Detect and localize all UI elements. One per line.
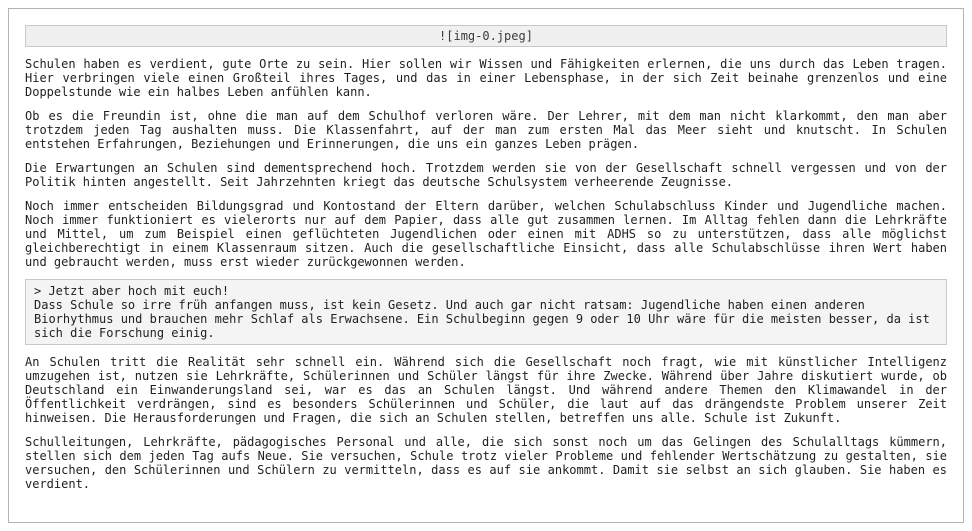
paragraph: Ob es die Freundin ist, ohne die man auf dem Schulhof verloren wäre. Der Lehrer, mit dem man nicht klarkommt, den man aber trotzdem jeden Tag aushalten muss. Die Klassenfahrt, auf der man zum ersten Mal das Meer sieht und knutscht. In Schulen entstehen Erfahrungen, Beziehungen und Erinnerungen, die uns ein ganzes Leben prägen.	[25, 109, 947, 151]
blockquote-heading: > Jetzt aber hoch mit euch!	[34, 284, 230, 298]
paragraph: Schulleitungen, Lehrkräfte, pädagogisches Personal und alle, die sich sonst noch um das Gelingen des Schulalltags kümmern, stellen sich dem jeden Tag aufs Neue. Sie versuchen, Schule trotz vieler Probleme und fehlender Wertschätzung zu gestalten, sie versuchen, den Schülerinnen und Schülern zu vermitteln, dass es auf sie ankommt. Damit sie selbst an sich glauben. Sie haben es verdient.	[25, 435, 947, 491]
paragraph: Die Erwartungen an Schulen sind dementsprechend hoch. Trotzdem werden sie von der Gesellschaft schnell vergessen und von der Politik hinten angestellt. Seit Jahrzehnten kriegt das deutsche Schulsystem verheerende Zeugnisse.	[25, 161, 947, 189]
paragraph: Schulen haben es verdient, gute Orte zu sein. Hier sollen wir Wissen und Fähigkeiten erlernen, die uns durch das Leben tragen. Hier verbringen viele einen Großteil ihres Tages, und das in einer Lebensphase, in der sich Zeit beinahe grenzenlos und eine Doppelstunde wie ein halbes Leben anfühlen kann.	[25, 57, 947, 99]
image-placeholder-text: ![img-0.jpeg]	[439, 29, 533, 43]
paragraph: Noch immer entscheiden Bildungsgrad und Kontostand der Eltern darüber, welchen Schulabschluss Kinder und Jugendliche machen. Noch immer funktioniert es vielerorts nur auf dem Papier, dass alle gut zusammen lernen. Im Alltag fehlen dann die Lehrkräfte und Mittel, um zum Beispiel einen geflüchteten Jugendlichen oder einen mit ADHS so zu unterstützen, dass alle möglichst gleichberechtigt in einem Klassenraum sitzen. Auch die gesellschaftliche Einsicht, dass alle Schulabschlüsse ihren Wert haben und gebraucht werden, muss erst wieder zurückgewonnen werden.	[25, 199, 947, 269]
document-page	[8, 8, 964, 523]
paragraph: An Schulen tritt die Realität sehr schnell ein. Während sich die Gesellschaft noch fragt, wie mit künstlicher Intelligenz umzugehen ist, nutzen sie Lehrkräfte, Schülerinnen und Schüler längst für ihre Zwecke. Während über Jahre diskutiert wurde, ob Deutschland ein Einwanderungsland sei, war es das an Schulen längst. Und während andere Themen den Klimawandel in der Öffentlichkeit verdrängen, sind es besonders Schülerinnen und Schüler, die laut auf das drängendste Problem unserer Zeit hinweisen. Die Herausforderungen und Fragen, die sich an Schulen stellen, betreffen uns alle. Schule ist Zukunft.	[25, 355, 947, 425]
image-placeholder	[25, 25, 947, 47]
blockquote-body: Dass Schule so irre früh anfangen muss, ist kein Gesetz. Und auch gar nicht ratsam: Jugendliche haben einen anderen Biorhythmus und brauchen mehr Schlaf als Erwachsene. Ein Schulbeginn gegen 9 oder 10 Uhr wäre für die meisten besser, da ist sich die Forschung einig.	[34, 298, 930, 340]
blockquote	[25, 279, 947, 345]
